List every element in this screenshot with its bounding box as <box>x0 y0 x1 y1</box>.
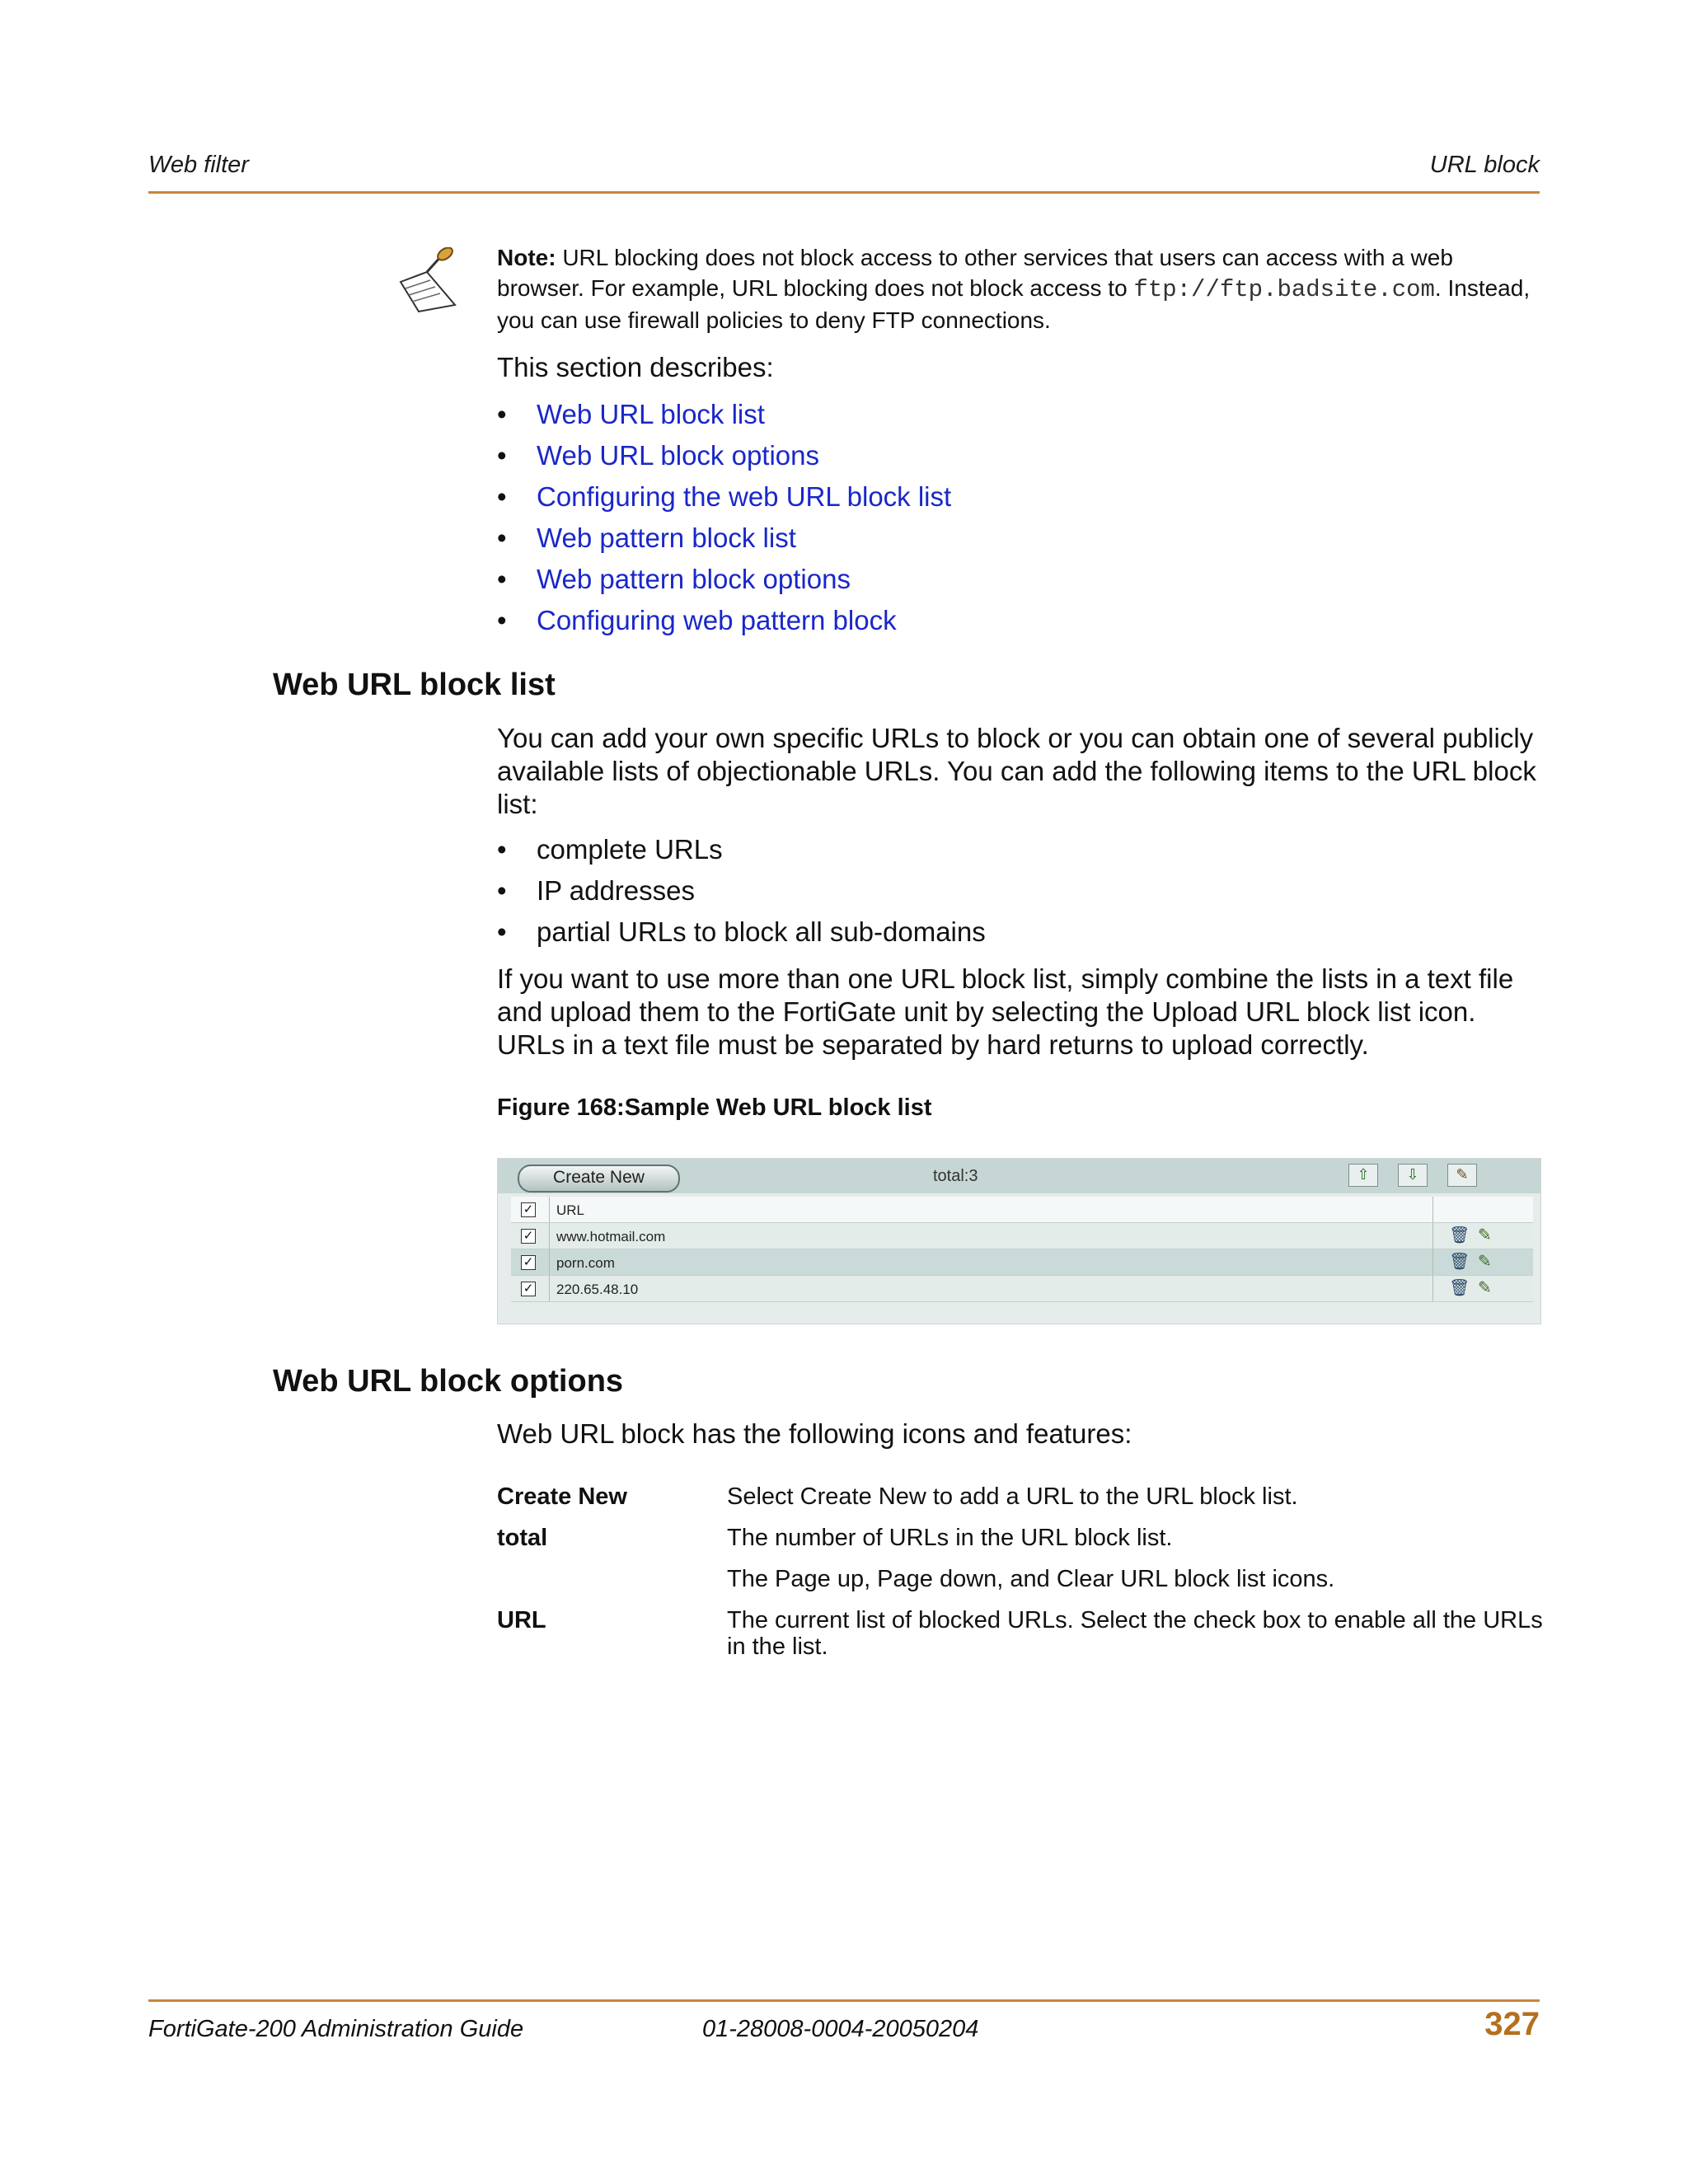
option-term: total <box>497 1525 548 1551</box>
toc-item[interactable] <box>497 394 951 435</box>
clear-icon[interactable]: ✎ <box>1447 1164 1477 1187</box>
column-divider <box>1432 1223 1433 1249</box>
toc-item[interactable] <box>497 435 951 476</box>
row-enable-checkbox[interactable]: ✓ <box>521 1255 536 1270</box>
option-description: The Page up, Page down, and Clear URL block list icons. <box>727 1566 1335 1592</box>
option-description: The number of URLs in the URL block list. <box>727 1525 1173 1551</box>
footer-guide-title: FortiGate-200 Administration Guide <box>148 2016 524 2042</box>
trash-icon[interactable]: 🗑 <box>1449 1253 1470 1271</box>
toc-link-web-url-block-list[interactable]: Web URL block list <box>537 399 765 429</box>
create-new-button[interactable]: Create New <box>518 1165 680 1193</box>
section1-bullet-list <box>497 829 986 953</box>
column-divider <box>1432 1249 1433 1275</box>
note-text-after: . Instead, you can use firewall policies to deny FTP connections. <box>497 275 1531 333</box>
edit-icon[interactable]: ✎ <box>1478 1279 1492 1297</box>
column-divider <box>549 1276 550 1301</box>
header-rule <box>148 191 1540 194</box>
note-text-before: URL blocking does not block access to other services that users can access with a web browser. For example, URL blocking does not block access to <box>497 245 1453 301</box>
section1-paragraph1: You can add your own specific URLs to block or you can obtain one of several publicly available lists of objectionable URLs. You can add the following items to the URL block list: <box>497 723 1536 819</box>
section2-intro: Web URL block has the following icons and features: <box>497 1418 1132 1449</box>
trash-icon[interactable]: 🗑 <box>1449 1279 1470 1297</box>
edit-icon[interactable]: ✎ <box>1478 1226 1492 1244</box>
table-row <box>511 1223 1533 1249</box>
total-count: total:3 <box>933 1167 978 1185</box>
column-divider <box>1432 1276 1433 1301</box>
list-item: • IP addresses <box>497 870 986 912</box>
section-intro: This section describes: <box>497 352 774 382</box>
note-pushpin-icon <box>394 247 468 321</box>
column-header-url: URL <box>556 1202 585 1218</box>
running-header-section: URL block <box>1429 152 1540 178</box>
toc-item[interactable] <box>497 476 951 518</box>
row-enable-checkbox[interactable]: ✓ <box>521 1229 536 1244</box>
page-number: 327 <box>1484 2006 1540 2042</box>
column-divider <box>549 1223 550 1249</box>
toc-link-web-pattern-block-options[interactable]: Web pattern block options <box>537 564 851 594</box>
column-divider <box>1432 1197 1433 1222</box>
option-description: The current list of blocked URLs. Select the check box to enable all the URLs in the list. <box>727 1607 1543 1660</box>
footer-doc-number: 01-28008-0004-20050204 <box>702 2016 979 2042</box>
footer-rule <box>148 1999 1540 2002</box>
toc-link-configuring-web-pattern-block[interactable]: Configuring web pattern block <box>537 605 897 635</box>
url-cell: 220.65.48.10 <box>556 1282 639 1297</box>
section-heading-web-url-block-list: Web URL block list <box>273 668 556 702</box>
figure-caption: Figure 168:Sample Web URL block list <box>497 1094 932 1121</box>
toc-link-configuring-web-url-block-list[interactable]: Configuring the web URL block list <box>537 481 952 512</box>
table-row <box>511 1249 1533 1276</box>
note-label: Note: <box>497 245 556 270</box>
edit-icon[interactable]: ✎ <box>1478 1253 1492 1271</box>
select-all-checkbox[interactable]: ✓ <box>521 1202 536 1217</box>
trash-icon[interactable]: 🗑 <box>1449 1226 1470 1244</box>
toc-list <box>497 394 951 641</box>
download-icon[interactable]: ⇩ <box>1398 1164 1428 1187</box>
url-cell: porn.com <box>556 1255 615 1271</box>
column-divider <box>549 1249 550 1275</box>
toc-item[interactable] <box>497 559 951 600</box>
section-heading-web-url-block-options: Web URL block options <box>273 1364 624 1399</box>
option-term: Create New <box>497 1483 627 1510</box>
toc-item[interactable] <box>497 518 951 559</box>
running-header-chapter: Web filter <box>148 152 249 178</box>
table-header-row <box>511 1197 1533 1223</box>
toc-link-web-pattern-block-list[interactable]: Web pattern block list <box>537 523 796 553</box>
row-enable-checkbox[interactable]: ✓ <box>521 1282 536 1296</box>
option-term: URL <box>497 1607 546 1633</box>
column-divider <box>549 1197 550 1222</box>
table-row <box>511 1276 1533 1302</box>
note-code: ftp://ftp.badsite.com <box>1133 276 1435 303</box>
list-item: • partial URLs to block all sub-domains <box>497 912 986 953</box>
option-description: Select Create New to add a URL to the URL block list. <box>727 1483 1298 1510</box>
list-toolbar <box>498 1159 1540 1193</box>
url-block-list-screenshot <box>497 1158 1541 1324</box>
list-item: • complete URLs <box>497 829 986 870</box>
section1-paragraph2: If you want to use more than one URL block list, simply combine the lists in a text file and upload them to the FortiGate unit by selecting the Upload URL block list icon. URLs in a text file must be separated by hard returns to upload correctly. <box>497 963 1514 1060</box>
url-cell: www.hotmail.com <box>556 1229 666 1244</box>
upload-icon[interactable]: ⇧ <box>1348 1164 1378 1187</box>
note-text <box>497 242 1540 335</box>
toc-item[interactable] <box>497 600 951 641</box>
toc-link-web-url-block-options[interactable]: Web URL block options <box>537 440 820 471</box>
